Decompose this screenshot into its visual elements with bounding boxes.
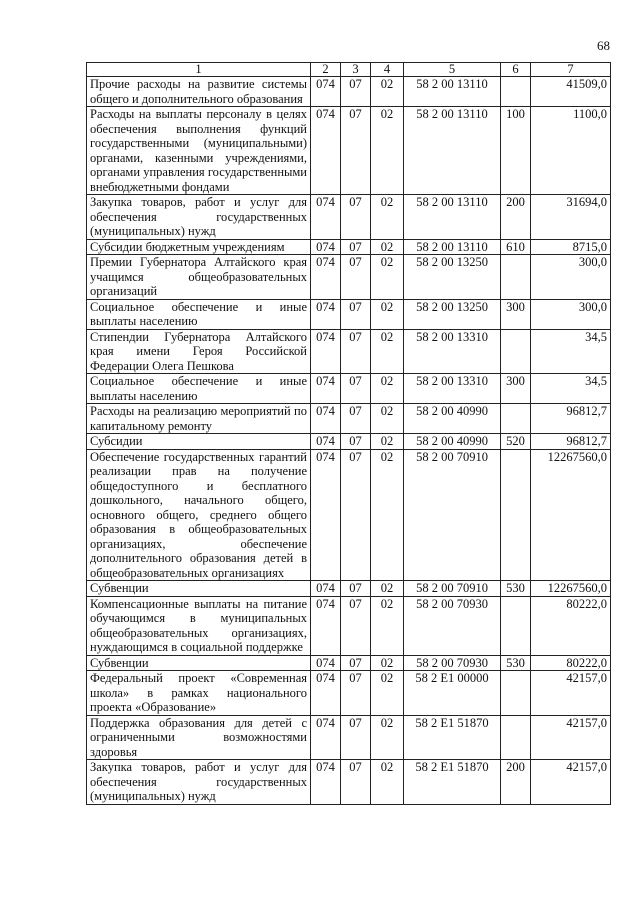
amount-cell: 80222,0 xyxy=(531,596,611,655)
subsection-code-cell: 02 xyxy=(371,329,404,374)
expense-type-cell xyxy=(501,671,531,716)
amount-cell: 8715,0 xyxy=(531,239,611,255)
header-row xyxy=(87,63,611,77)
amount-cell: 34,5 xyxy=(531,329,611,374)
item-name-cell: Стипендии Губернатора Алтайского края имени Героя Российской Федерации Олега Пешкова xyxy=(87,329,311,374)
target-article-cell: 58 2 00 13250 xyxy=(404,299,501,329)
section-code-cell: 07 xyxy=(341,671,371,716)
expense-type-cell: 200 xyxy=(501,760,531,805)
amount-cell: 300,0 xyxy=(531,299,611,329)
subsection-code-cell: 02 xyxy=(371,255,404,300)
ministry-code-cell: 074 xyxy=(311,760,341,805)
target-article-cell: 58 2 00 13110 xyxy=(404,195,501,240)
expense-type-cell xyxy=(501,329,531,374)
section-code-cell: 07 xyxy=(341,239,371,255)
subsection-code-cell: 02 xyxy=(371,655,404,671)
expense-type-cell: 520 xyxy=(501,434,531,450)
item-name-cell: Субсидии xyxy=(87,434,311,450)
ministry-code-cell: 074 xyxy=(311,449,341,581)
amount-cell: 96812,7 xyxy=(531,404,611,434)
item-name-cell: Компенсационные выплаты на питание обучающимся в муниципальных общеобразовательных организациях, нуждающимся в социальной поддержке xyxy=(87,596,311,655)
subsection-code-cell: 02 xyxy=(371,760,404,805)
subsection-code-cell: 02 xyxy=(371,581,404,597)
expense-type-cell: 300 xyxy=(501,374,531,404)
section-code-cell: 07 xyxy=(341,655,371,671)
amount-cell: 96812,7 xyxy=(531,434,611,450)
ministry-code-cell: 074 xyxy=(311,581,341,597)
subsection-code-cell: 02 xyxy=(371,299,404,329)
target-article-cell: 58 2 00 13110 xyxy=(404,107,501,195)
expense-type-cell: 200 xyxy=(501,195,531,240)
table-row xyxy=(87,581,611,597)
target-article-cell: 58 2 00 70910 xyxy=(404,449,501,581)
subsection-code-cell: 02 xyxy=(371,449,404,581)
header-cell-2: 2 xyxy=(311,63,341,77)
ministry-code-cell: 074 xyxy=(311,404,341,434)
expense-type-cell: 530 xyxy=(501,581,531,597)
ministry-code-cell: 074 xyxy=(311,655,341,671)
subsection-code-cell: 02 xyxy=(371,404,404,434)
ministry-code-cell: 074 xyxy=(311,299,341,329)
table-row xyxy=(87,299,611,329)
target-article-cell: 58 2 00 70910 xyxy=(404,581,501,597)
target-article-cell: 58 2 E1 51870 xyxy=(404,760,501,805)
amount-cell: 80222,0 xyxy=(531,655,611,671)
table-row xyxy=(87,329,611,374)
expense-type-cell xyxy=(501,449,531,581)
item-name-cell: Расходы на выплаты персоналу в целях обеспечения выполнения функций государственными (муниципальными) органами, казенными учреждениями, органами управления государственными внебюджетными фондами xyxy=(87,107,311,195)
ministry-code-cell: 074 xyxy=(311,434,341,450)
subsection-code-cell: 02 xyxy=(371,671,404,716)
table-body xyxy=(87,77,611,805)
item-name-cell: Прочие расходы на развитие системы общего и дополнительного образования xyxy=(87,77,311,107)
ministry-code-cell: 074 xyxy=(311,77,341,107)
table-row xyxy=(87,374,611,404)
subsection-code-cell: 02 xyxy=(371,107,404,195)
amount-cell: 31694,0 xyxy=(531,195,611,240)
target-article-cell: 58 2 00 40990 xyxy=(404,404,501,434)
section-code-cell: 07 xyxy=(341,255,371,300)
target-article-cell: 58 2 00 13310 xyxy=(404,329,501,374)
section-code-cell: 07 xyxy=(341,715,371,760)
table-row xyxy=(87,449,611,581)
table-row xyxy=(87,596,611,655)
ministry-code-cell: 074 xyxy=(311,255,341,300)
target-article-cell: 58 2 00 13250 xyxy=(404,255,501,300)
table-row xyxy=(87,239,611,255)
ministry-code-cell: 074 xyxy=(311,239,341,255)
section-code-cell: 07 xyxy=(341,404,371,434)
subsection-code-cell: 02 xyxy=(371,715,404,760)
subsection-code-cell: 02 xyxy=(371,195,404,240)
amount-cell: 12267560,0 xyxy=(531,581,611,597)
section-code-cell: 07 xyxy=(341,77,371,107)
section-code-cell: 07 xyxy=(341,434,371,450)
target-article-cell: 58 2 00 70930 xyxy=(404,655,501,671)
section-code-cell: 07 xyxy=(341,760,371,805)
budget-table xyxy=(86,62,611,805)
section-code-cell: 07 xyxy=(341,299,371,329)
subsection-code-cell: 02 xyxy=(371,77,404,107)
ministry-code-cell: 074 xyxy=(311,329,341,374)
page-number: 68 xyxy=(597,38,610,53)
header-cell-4: 4 xyxy=(371,63,404,77)
table-row xyxy=(87,404,611,434)
table-row xyxy=(87,107,611,195)
amount-cell: 42157,0 xyxy=(531,760,611,805)
target-article-cell: 58 2 E1 51870 xyxy=(404,715,501,760)
expense-type-cell xyxy=(501,77,531,107)
expense-type-cell xyxy=(501,715,531,760)
target-article-cell: 58 2 00 13310 xyxy=(404,374,501,404)
subsection-code-cell: 02 xyxy=(371,434,404,450)
section-code-cell: 07 xyxy=(341,329,371,374)
header-cell-3: 3 xyxy=(341,63,371,77)
section-code-cell: 07 xyxy=(341,596,371,655)
section-code-cell: 07 xyxy=(341,449,371,581)
table-row xyxy=(87,255,611,300)
expense-type-cell: 300 xyxy=(501,299,531,329)
subsection-code-cell: 02 xyxy=(371,596,404,655)
expense-type-cell xyxy=(501,596,531,655)
ministry-code-cell: 074 xyxy=(311,107,341,195)
target-article-cell: 58 2 00 70930 xyxy=(404,596,501,655)
table-row xyxy=(87,671,611,716)
item-name-cell: Субвенции xyxy=(87,581,311,597)
ministry-code-cell: 074 xyxy=(311,195,341,240)
section-code-cell: 07 xyxy=(341,107,371,195)
expense-type-cell: 610 xyxy=(501,239,531,255)
table-row xyxy=(87,760,611,805)
item-name-cell: Расходы на реализацию мероприятий по капитальному ремонту xyxy=(87,404,311,434)
section-code-cell: 07 xyxy=(341,195,371,240)
expense-type-cell: 530 xyxy=(501,655,531,671)
amount-cell: 1100,0 xyxy=(531,107,611,195)
item-name-cell: Субвенции xyxy=(87,655,311,671)
header-cell-7: 7 xyxy=(531,63,611,77)
table-row xyxy=(87,655,611,671)
item-name-cell: Социальное обеспечение и иные выплаты населению xyxy=(87,299,311,329)
expense-type-cell xyxy=(501,404,531,434)
target-article-cell: 58 2 E1 00000 xyxy=(404,671,501,716)
table-row xyxy=(87,715,611,760)
subsection-code-cell: 02 xyxy=(371,374,404,404)
amount-cell: 34,5 xyxy=(531,374,611,404)
item-name-cell: Обеспечение государственных гарантий реализации прав на получение общедоступного и бесплатного дошкольного, начального общего, основного общего, среднего общего образования в общеобразовательных организациях, обеспечение дополнительного образования детей в общеобразовательных организациях xyxy=(87,449,311,581)
section-code-cell: 07 xyxy=(341,581,371,597)
amount-cell: 42157,0 xyxy=(531,715,611,760)
expense-type-cell: 100 xyxy=(501,107,531,195)
item-name-cell: Закупка товаров, работ и услуг для обеспечения государственных (муниципальных) нужд xyxy=(87,195,311,240)
subsection-code-cell: 02 xyxy=(371,239,404,255)
ministry-code-cell: 074 xyxy=(311,715,341,760)
section-code-cell: 07 xyxy=(341,374,371,404)
table-row xyxy=(87,434,611,450)
table-row xyxy=(87,195,611,240)
item-name-cell: Федеральный проект «Современная школа» в рамках национального проекта «Образование» xyxy=(87,671,311,716)
ministry-code-cell: 074 xyxy=(311,671,341,716)
item-name-cell: Субсидии бюджетным учреждениям xyxy=(87,239,311,255)
ministry-code-cell: 074 xyxy=(311,596,341,655)
table-row xyxy=(87,77,611,107)
expense-type-cell xyxy=(501,255,531,300)
item-name-cell: Закупка товаров, работ и услуг для обеспечения государственных (муниципальных) нужд xyxy=(87,760,311,805)
item-name-cell: Социальное обеспечение и иные выплаты населению xyxy=(87,374,311,404)
ministry-code-cell: 074 xyxy=(311,374,341,404)
item-name-cell: Премии Губернатора Алтайского края учащимся общеобразовательных организаций xyxy=(87,255,311,300)
header-cell-1: 1 xyxy=(87,63,311,77)
target-article-cell: 58 2 00 40990 xyxy=(404,434,501,450)
amount-cell: 12267560,0 xyxy=(531,449,611,581)
amount-cell: 42157,0 xyxy=(531,671,611,716)
amount-cell: 300,0 xyxy=(531,255,611,300)
amount-cell: 41509,0 xyxy=(531,77,611,107)
header-cell-6: 6 xyxy=(501,63,531,77)
header-cell-5: 5 xyxy=(404,63,501,77)
target-article-cell: 58 2 00 13110 xyxy=(404,77,501,107)
item-name-cell: Поддержка образования для детей с ограниченными возможностями здоровья xyxy=(87,715,311,760)
target-article-cell: 58 2 00 13110 xyxy=(404,239,501,255)
